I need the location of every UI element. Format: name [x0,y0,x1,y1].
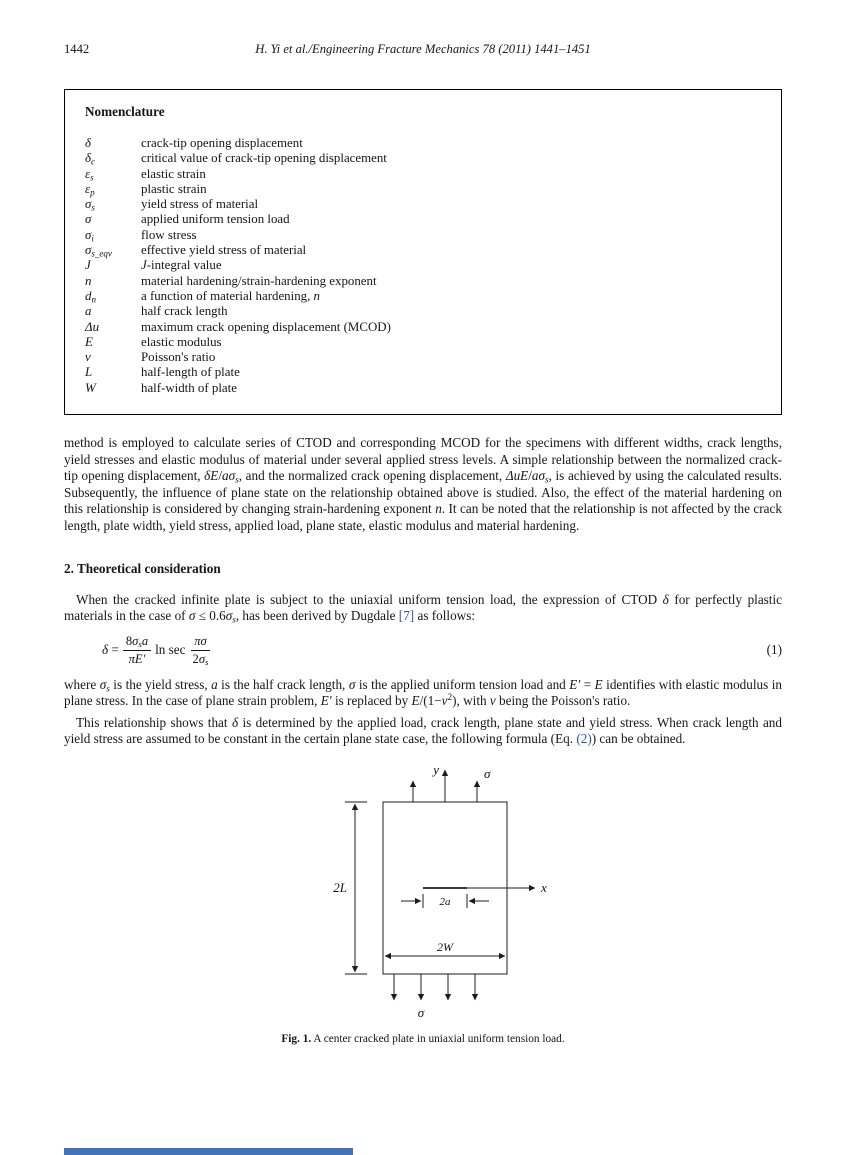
label-sigma-bottom: σ [417,1004,425,1020]
label-sigma-top: σ [484,765,491,781]
nomenclature-row [85,381,761,396]
equation-fraction-1 [123,634,151,667]
nomenclature-definition: applied uniform tension load [141,212,290,227]
nomenclature-row [85,243,761,258]
nomenclature-row [85,167,761,182]
nomenclature-list [85,136,761,396]
equation-1-body [100,634,213,667]
nomenclature-symbol: δ [85,136,91,150]
label-x-axis: x [541,879,547,895]
nomenclature-row [85,320,761,335]
nomenclature-symbol: L [85,365,93,380]
nomenclature-definition: crack-tip opening displacement [141,136,303,150]
figure-1-diagram [273,760,573,1022]
paragraph-intro: method is employed to calculate series of CTOD and corresponding MCOD for the specimens with different widths, crack lengths, yield stresses and elastic modulus of material under several applied stress levels. A simple relationship between the normalized crack-tip opening displacement, $\delta E/a\sigma_s$, and the normalized crack opening displacement, ΔuE/$a\sigma_s$, is achieved by using the calculated results. Subsequently, the influence of plane state on the relationship obtained above is studied. Also, the effect of the material hardening on this relationship is considered by changing strain-hardening exponent n. It can be noted that the relationship is not affected by the crack length, plate width, yield stress, applied load, plane state, elastic modulus and material hardening. [64,435,783,534]
paragraph-where: where $\sigma_s$ is the yield stress, a is the half crack length, σ is the applied uniform tension load and E′ = E identifies with elastic modulus in plane stress. In the case of plane strain problem, E′ is replaced by $E/(1-\nu^2)$, with ν being the Poisson's ratio. [64,676,782,709]
equation-lhs: δ = [102,642,119,658]
equation-fraction-2 [190,634,212,667]
nomenclature-row [85,151,761,166]
equation-number: (1) [766,642,782,658]
nomenclature-definition: yield stress of material [141,197,259,212]
label-plate-height: 2L [333,879,347,895]
paragraph-this: This relationship shows that δ is determined by the applied load, crack length, plane state and yield stress. When crack length and yield stress are assumed to be constant in the certain plane state case, the following formula (Eq. (2)) can be obtained. [64,714,782,747]
nomenclature-definition: Poisson's ratio [141,350,216,365]
equation-operator: ln sec [155,642,186,658]
page-number: 1442 [64,42,90,56]
label-y-axis: y [433,761,439,777]
running-title: H. Yi et al./Engineering Fracture Mechanics 78 (2011) 1441–1451 [255,42,591,56]
clipped-content-bar [64,1148,353,1155]
nomenclature-definition: plastic strain [141,181,207,196]
nomenclature-definition: elastic strain [141,166,206,181]
section-heading: 2. Theoretical consideration [64,560,221,576]
fraction-numerator: $8\sigma_sa$ [123,634,151,651]
nomenclature-symbol: σ [85,212,92,227]
nomenclature-symbol: J [85,258,91,273]
paragraph-when: When the cracked infinite plate is subject to the uniaxial uniform tension load, the expression of CTOD δ for perfectly plastic materials in the case of $\sigma \le 0.6\sigma_s$, has been derived by Dugdale [7] as follows: [64,591,782,625]
nomenclature-symbol: $\sigma_{s\_eqv}$ [85,243,112,259]
equation-1 [64,634,782,667]
fraction-denominator: $2\sigma_s$ [192,651,209,667]
nomenclature-definition: half-length of plate [141,365,240,380]
nomenclature-symbol: E [85,334,93,349]
nomenclature-symbol: $\delta_c$ [85,151,96,167]
nomenclature-definition: critical value of crack-tip opening displacement [141,151,387,166]
nomenclature-symbol: ν [85,350,91,365]
label-plate-width: 2W [437,939,453,954]
nomenclature-row [85,136,761,151]
citation-link[interactable]: (2) [576,731,592,747]
nomenclature-symbol: Δu [85,319,100,334]
figure-caption: Fig. 1. A center cracked plate in uniaxial uniform tension load. [281,1032,565,1045]
fraction-denominator: πE′ [128,651,146,666]
nomenclature-row [85,228,761,243]
nomenclature-definition: material hardening/strain-hardening exponent [141,273,377,288]
nomenclature-symbol: $\varepsilon_s$ [85,166,94,182]
nomenclature-row [85,258,761,273]
nomenclature-symbol: $d_n$ [85,288,96,305]
nomenclature-title: Nomenclature [85,104,165,119]
nomenclature-row [85,365,761,380]
nomenclature-row [85,289,761,304]
nomenclature-definition: elastic modulus [141,334,222,349]
page-header [64,42,782,59]
nomenclature-symbol: n [85,273,92,288]
nomenclature-definition: effective yield stress of material [141,243,307,258]
nomenclature-row [85,335,761,350]
nomenclature-symbol: a [85,304,92,319]
nomenclature-symbol: $\sigma_s$ [85,197,95,213]
nomenclature-row [85,350,761,365]
fraction-numerator: πσ [191,634,210,651]
nomenclature-definition: J-integral value [141,258,222,273]
nomenclature-definition: half crack length [141,304,228,319]
nomenclature-definition: half-width of plate [141,380,237,395]
nomenclature-symbol: $\varepsilon_p$ [85,181,95,198]
nomenclature-symbol: W [85,380,96,395]
citation-link[interactable]: [7] [398,608,415,624]
nomenclature-row [85,212,761,227]
nomenclature-row [85,197,761,212]
nomenclature-row [85,182,761,197]
nomenclature-definition: flow stress [141,227,197,242]
nomenclature-definition: maximum crack opening displacement (MCOD) [141,319,391,334]
label-crack-length: 2a [439,895,451,908]
nomenclature-row [85,304,761,319]
nomenclature-symbol: $\sigma_i$ [85,227,94,244]
nomenclature-definition: a function of material hardening, n [141,288,320,303]
nomenclature-box [64,89,782,415]
figure-1 [64,760,782,1045]
nomenclature-row [85,274,761,289]
